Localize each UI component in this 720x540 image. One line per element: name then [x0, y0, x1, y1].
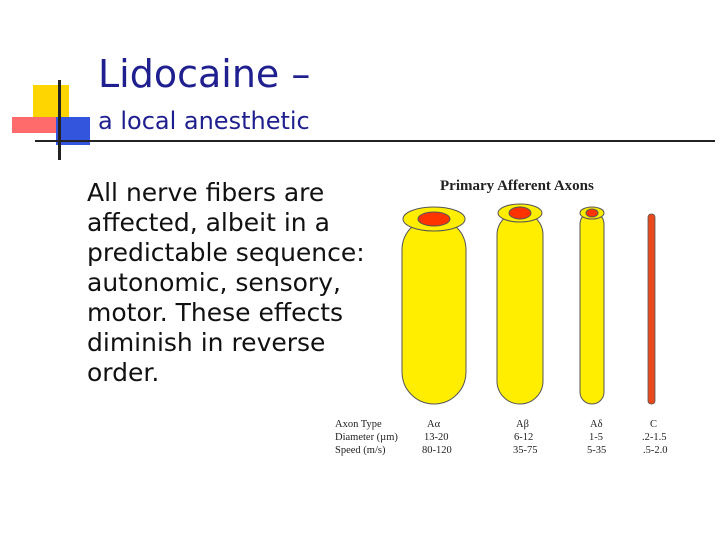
axon-c-fiber — [648, 214, 655, 404]
decor-yellow-square — [33, 85, 69, 121]
speed-c: .5-2.0 — [643, 445, 668, 456]
row-label-diameter: Diameter (µm) — [335, 432, 398, 443]
axon-type-a-delta: Aδ — [590, 419, 603, 430]
axon-type-a-alpha: Aα — [427, 419, 441, 430]
slide-subtitle: a local anesthetic — [98, 107, 310, 135]
figure-title: Primary Afferent Axons — [440, 178, 594, 194]
decor-red-square — [12, 117, 56, 133]
diameter-c: .2-1.5 — [642, 432, 667, 443]
decor-vertical-line — [58, 80, 61, 160]
row-label-axon-type: Axon Type — [335, 419, 382, 430]
speed-a-alpha: 80-120 — [422, 445, 452, 456]
axon-a-delta — [580, 207, 604, 404]
axon-diagram — [330, 200, 690, 410]
axon-type-a-beta: Aβ — [516, 419, 529, 430]
decor-horizontal-line — [35, 140, 715, 142]
row-label-speed: Speed (m/s) — [335, 445, 386, 456]
speed-a-beta: 35-75 — [513, 445, 538, 456]
slide-title: Lidocaine – — [98, 52, 311, 96]
axon-a-alpha — [402, 207, 466, 404]
slide-body-text: All nerve fibers are affected, albeit in a predictable sequence: autonomic, sensory, motor. These effects diminish in reverse order. — [87, 178, 365, 387]
diameter-a-alpha: 13-20 — [424, 432, 449, 443]
diameter-a-beta: 6-12 — [514, 432, 534, 443]
speed-a-delta: 5-35 — [587, 445, 607, 456]
axon-a-beta — [497, 204, 543, 404]
axon-type-c: C — [650, 419, 658, 430]
diameter-a-delta: 1-5 — [589, 432, 603, 443]
